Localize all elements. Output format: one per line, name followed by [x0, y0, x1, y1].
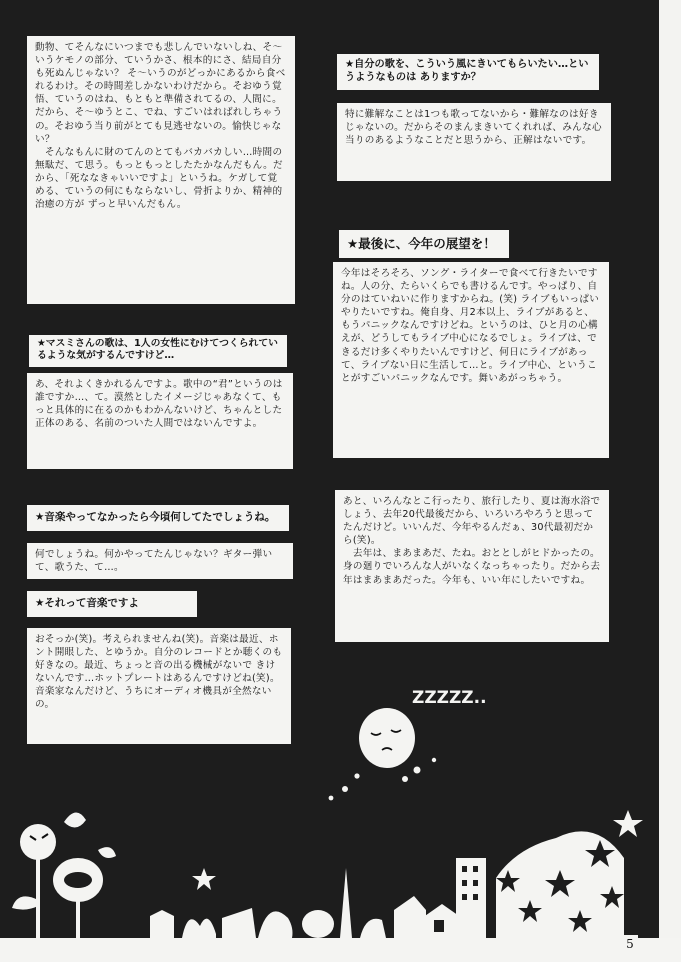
intro-text: 動物、てそんなにいつまでも悲しんでいないしね、そ～いうケモノの部分、ていうかさ、根本的にさ、結局自分も死ぬんじゃない？ そ～いうのがどっかにあるから食べれるわけ。その時間差しかないわけだから。そおゆう覚悟、ていうのはね、もともと準備されてるの、人間に。だから、そ～ゆうとこ、でね、すごいはればれしちゃうの。そおゆう当り前がとても見逃せないの。愉快じゃない？ そんなもんに財のてんのとてもバカバカしい…時間の無駄だ、て思う。もっともっとしたたかなんだもん。だから、「死ななきゃいいですよ」というね。ケガして覚める、ていうの何にもならないし、骨折よりか、精神的治癒の方が ずっと早いんだもん。 [35, 42, 286, 211]
answer-1-text: あ、それよくきかれるんですよ。歌中の“君”というのは誰ですか…、て。漠然としたイメージじゃあなくて、もっと具体的に在るのかもわかんないけど、ちゃんとした正体のある、名前のついた人間ではないんですよ。 [35, 379, 283, 430]
question-5-text: ★最後に、今年の展望を！ [347, 236, 496, 251]
answer-4-text: 特に難解なことは1つも歌ってないから・難解なのは好きじゃないの。だからそのまんまきいてくれれば、みんな心当りのあるようなことだと思うから、正解はないです。 [345, 109, 602, 147]
question-3-text: ★それって音楽ですよ [35, 597, 139, 609]
question-2-text: ★音楽やってなかったら今頃何してたでしょうね。 [35, 511, 276, 523]
ground-strip [0, 938, 681, 962]
question-4-text: ★自分の歌を、こういう風にきいてもらいたい…というようなものは ありますか？ [345, 59, 589, 83]
answer-2-text: 何でしょうね。何かやってたんじゃない？ギター弾いて、歌うた、て…。 [35, 549, 273, 574]
sleeping-moon-icon [359, 708, 415, 768]
flower-doodle [12, 812, 116, 940]
answer-5-text: 今年はそろそろ、ソング・ライターで食べて行きたいですね。人の分、たらいくらでも書けるんです。やっぱり、自分のはていねいに作りますからね。(笑) ライブもいっぱいやりたいですね。俺自身、月2本以上、ライブがあると、もうパニックなんですけどね。というのは、ひと月の心構えが、どうしてもライブ中心になるでしょ。ライブは、できるだけ多くやりたいんですけど、何日にライブがあって、ライブない日に生活して…と。ライブ中心、ということがすごいパニックなんです。舞いあがっちゃう。 [341, 268, 600, 384]
snore-text: ZZZZZ.. [412, 688, 487, 708]
page-number: 5 [622, 935, 638, 953]
answer-6-text: あと、いろんなとこ行ったり、旅行したり、夏は海水浴でしょう、去年20代最後だから、いろいろやろうと思ってたんだけど。いいんだ、今年やるんだぁ、30代最初だから(笑)。 去年は、まあまあだ、たね。おととしがヒドかったの。身の廻りでいろんな人がいなくなっちゃったり。だから去年はまあまあだった。今年も、いい年にしたいですね。 [343, 496, 601, 586]
question-1-text: ★マスミさんの歌は、1人の女性にむけてつくられているような気がするんですけど… [37, 338, 278, 361]
answer-3-text: おそっか(笑)。考えられませんね(笑)。音楽は最近、ホント開眼した、とゆうか。自分のレコードとか聴くのも好きなの。最近、ちょっと音の出る機械がないで きけないんです…ホットプレートはあるんですけどね(笑)。音楽家なんだけど、うちにオーディオ機具が全然ないの。 [35, 634, 283, 711]
